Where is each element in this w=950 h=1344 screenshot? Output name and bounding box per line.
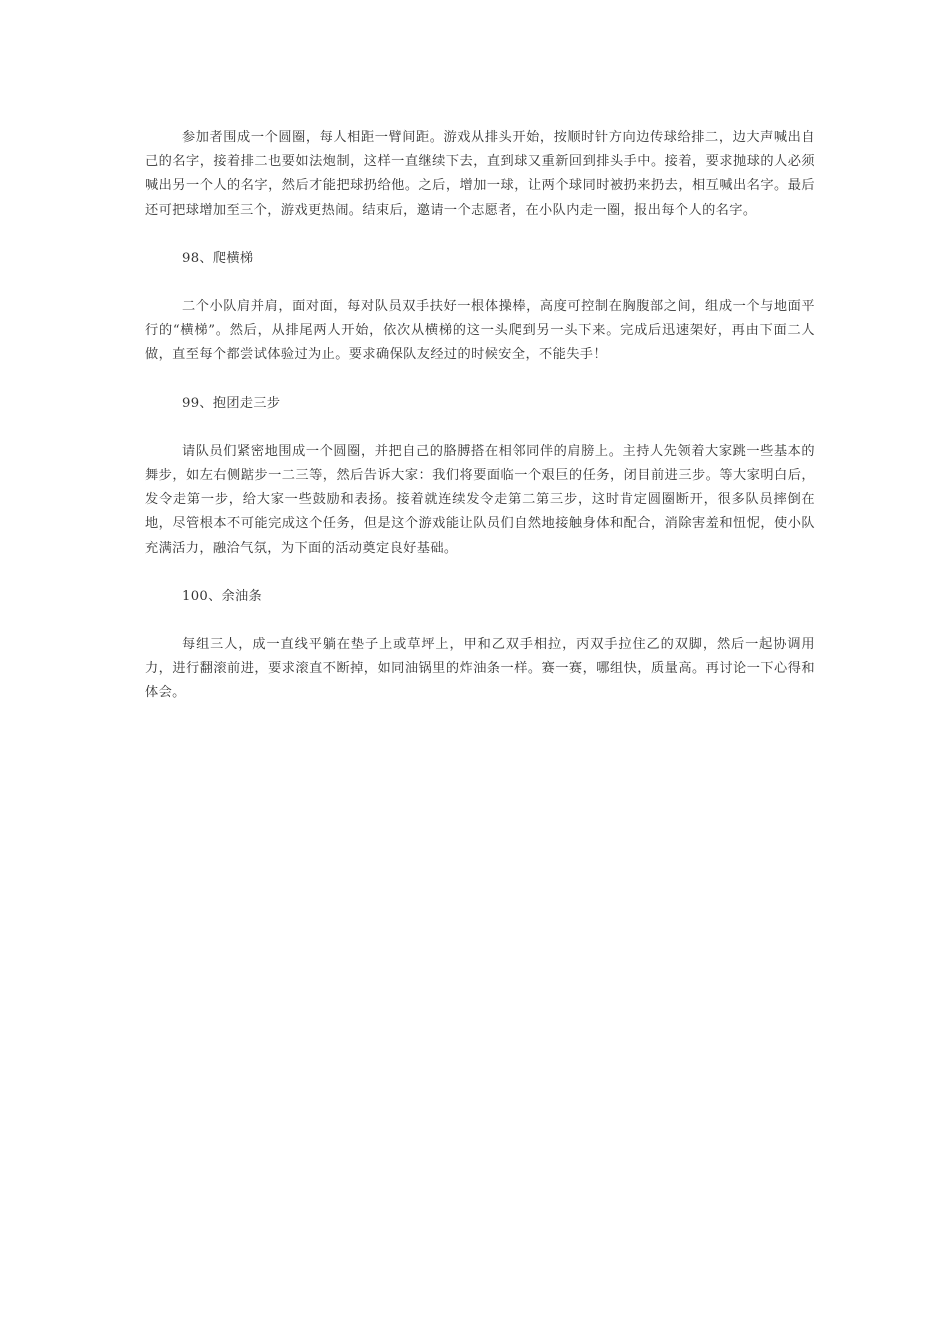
- spacer: [145, 271, 815, 295]
- section-paragraph-100: 每组三人，成一直线平躺在垫子上或草坪上，甲和乙双手相拉，丙双手拉住乙的双脚，然后一起协调用力，进行翻滚前进，要求滚直不断掉，如同油锅里的炸油条一样。赛一赛，哪组快，质量高。再讨论一下心得和体会。: [145, 637, 815, 701]
- spacer: [145, 609, 815, 633]
- intro-paragraph: 参加者围成一个圆圈，每人相距一臂间距。游戏从排头开始，按顺时针方向边传球给排二，边大声喊出自己的名字，接着排二也要如法炮制，这样一直继续下去，直到球又重新回到排头手中。接着，要求抛球的人必须喊出另一个人的名字，然后才能把球扔给他。之后，增加一球，让两个球同时被扔来扔去，相互喊出名字。最后还可把球增加至三个，游戏更热闹。结束后，邀请一个志愿者，在小队内走一圈，报出每个人的名字。: [145, 130, 815, 218]
- spacer: [145, 368, 815, 392]
- section-paragraph-98: 二个小队肩并肩，面对面，每对队员双手扶好一根体操棒，高度可控制在胸腹部之间，组成一个与地面平行的“横梯”。然后，从排尾两人开始，依次从横梯的这一头爬到另一头下来。完成后迅速架好，再由下面二人做，直至每个都尝试体验过为止。要求确保队友经过的时候安全，不能失手！: [145, 299, 815, 363]
- document-content: [145, 126, 815, 706]
- section-heading-98: 98、爬横梯: [182, 250, 254, 266]
- spacer: [145, 223, 815, 247]
- section-heading-100: 100、余油条: [182, 588, 263, 604]
- spacer: [145, 561, 815, 585]
- section-paragraph-99: 请队员们紧密地围成一个圆圈，并把自己的胳膊搭在相邻同伴的肩膀上。主持人先领着大家跳一些基本的舞步，如左右侧踮步一二三等，然后告诉大家：我们将要面临一个艰巨的任务，闭目前进三步。等大家明白后，发令走第一步，给大家一些鼓励和表扬。接着就连续发令走第二第三步，这时肯定圆圈断开，很多队员摔倒在地，尽管根本不可能完成这个任务，但是这个游戏能让队员们自然地接触身体和配合，消除害羞和忸怩，使小队充满活力，融洽气氛，为下面的活动奠定良好基础。: [145, 443, 815, 556]
- spacer: [145, 416, 815, 440]
- section-heading-99: 99、抱团走三步: [182, 395, 281, 411]
